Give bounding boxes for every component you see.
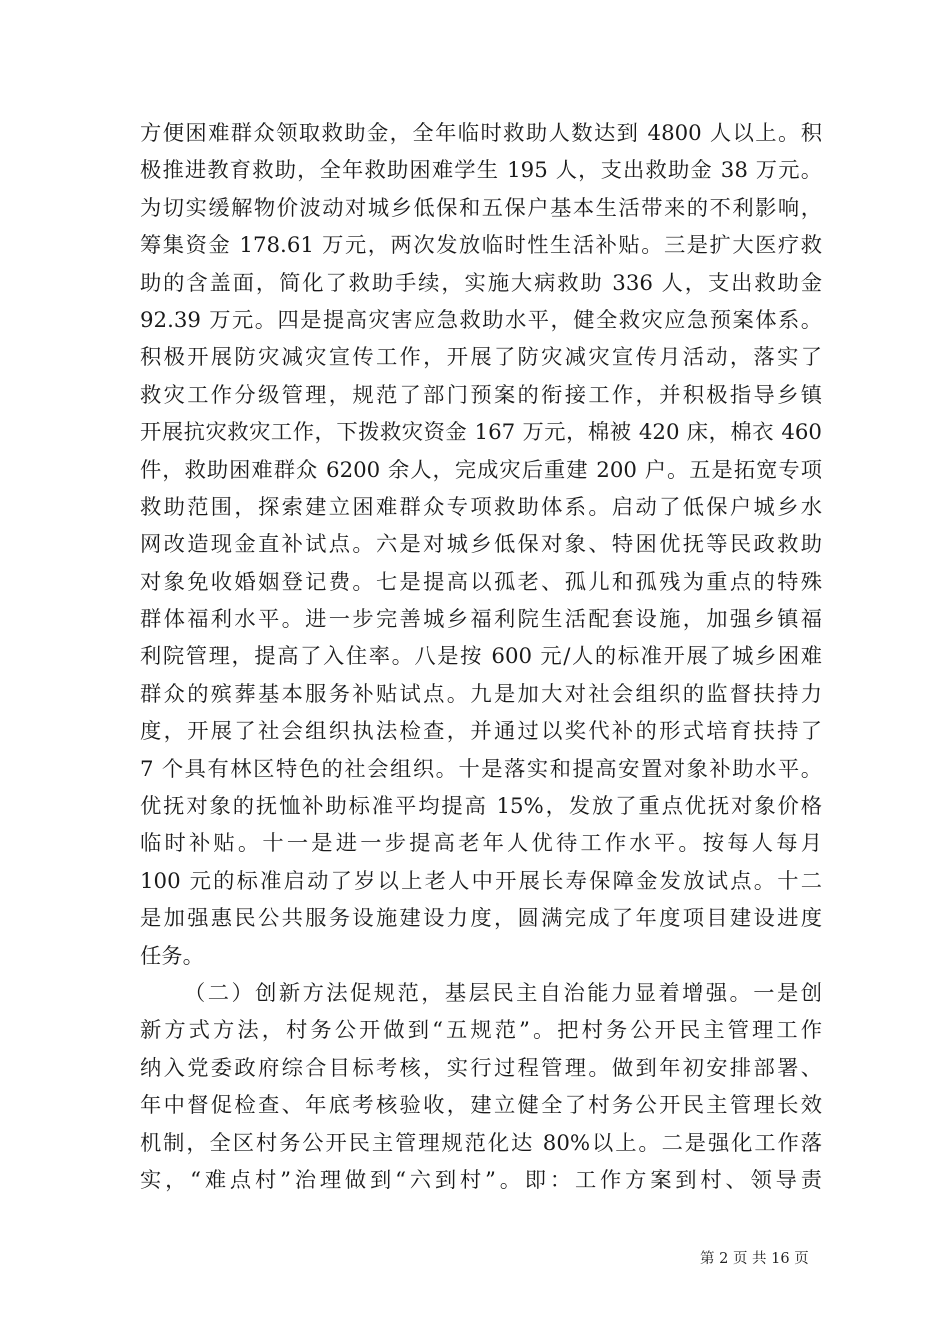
text-line: 实，“难点村”治理做到“六到村”。即：工作方案到村、领导责 [140,1167,822,1193]
text-line: 筹集资金 178.61 万元，两次发放临时性生活补贴。三是扩大医疗救 [140,233,822,259]
text-line: 100 元的标准启动了岁以上老人中开展长寿保障金发放试点。十二 [140,868,822,894]
text-line: 救助范围，探索建立困难群众专项救助体系。启动了低保户城乡水 [140,494,822,520]
text-line: 任务。 [140,943,204,969]
text-line: 利院管理，提高了入住率。八是按 600 元/人的标准开展了城乡困难 [140,644,822,670]
text-line: 件，救助困难群众 6200 余人，完成灾后重建 200 户。五是拓宽专项 [140,457,822,483]
text-line: 为切实缓解物价波动对城乡低保和五保户基本生活带来的不利影响， [140,195,822,221]
text-line: 机制，全区村务公开民主管理规范化达 80%以上。二是强化工作落 [140,1130,822,1156]
text-line: 助的含盖面，简化了救助手续，实施大病救助 336 人，支出救助金 [140,270,822,296]
text-line: 92.39 万元。四是提高灾害应急救助水平，健全救灾应急预案体系。 [140,307,822,333]
text-line: 积极开展防灾减灾宣传工作，开展了防灾减灾宣传月活动，落实了 [140,345,822,371]
text-line: 新方式方法，村务公开做到“五规范”。把村务公开民主管理工作 [140,1018,822,1044]
text-line: 网改造现金直补试点。六是对城乡低保对象、特困优抚等民政救助 [140,532,822,558]
text-line: 优抚对象的抚恤补助标准平均提高 15%，发放了重点优抚对象价格 [140,794,822,820]
text-line: 对象免收婚姻登记费。七是提高以孤老、孤儿和孤残为重点的特殊 [140,569,822,595]
text-line: 纳入党委政府综合目标考核，实行过程管理。做到年初安排部署、 [140,1055,822,1081]
paragraph-start-line: （二）创新方法促规范，基层民主自治能力显着增强。一是创 [184,980,822,1006]
text-line: 群体福利水平。进一步完善城乡福利院生活配套设施，加强乡镇福 [140,607,822,633]
text-line: 救灾工作分级管理，规范了部门预案的衔接工作，并积极指导乡镇 [140,382,822,408]
text-line: 度，开展了社会组织执法检查，并通过以奖代补的形式培育扶持了 [140,719,822,745]
body-text [140,115,822,1199]
text-line: 是加强惠民公共服务设施建设力度，圆满完成了年度项目建设进度 [140,906,822,932]
text-line: 7 个具有林区特色的社会组织。十是落实和提高安置对象补助水平。 [140,756,822,782]
text-line: 临时补贴。十一是进一步提高老年人优待工作水平。按每人每月 [140,831,822,857]
text-line: 极推进教育救助，全年救助困难学生 195 人，支出救助金 38 万元。 [140,158,822,184]
text-line: 年中督促检查、年底考核验收，建立健全了村务公开民主管理长效 [140,1093,822,1119]
text-line: 群众的殡葬基本服务补贴试点。九是加大对社会组织的监督扶持力 [140,681,822,707]
page-number-footer: 第 2 页 共 16 页 [700,1251,809,1267]
text-line: 开展抗灾救灾工作，下拨救灾资金 167 万元，棉被 420 床，棉衣 460 [140,420,822,446]
text-line: 方便困难群众领取救助金，全年临时救助人数达到 4800 人以上。积 [140,121,822,146]
